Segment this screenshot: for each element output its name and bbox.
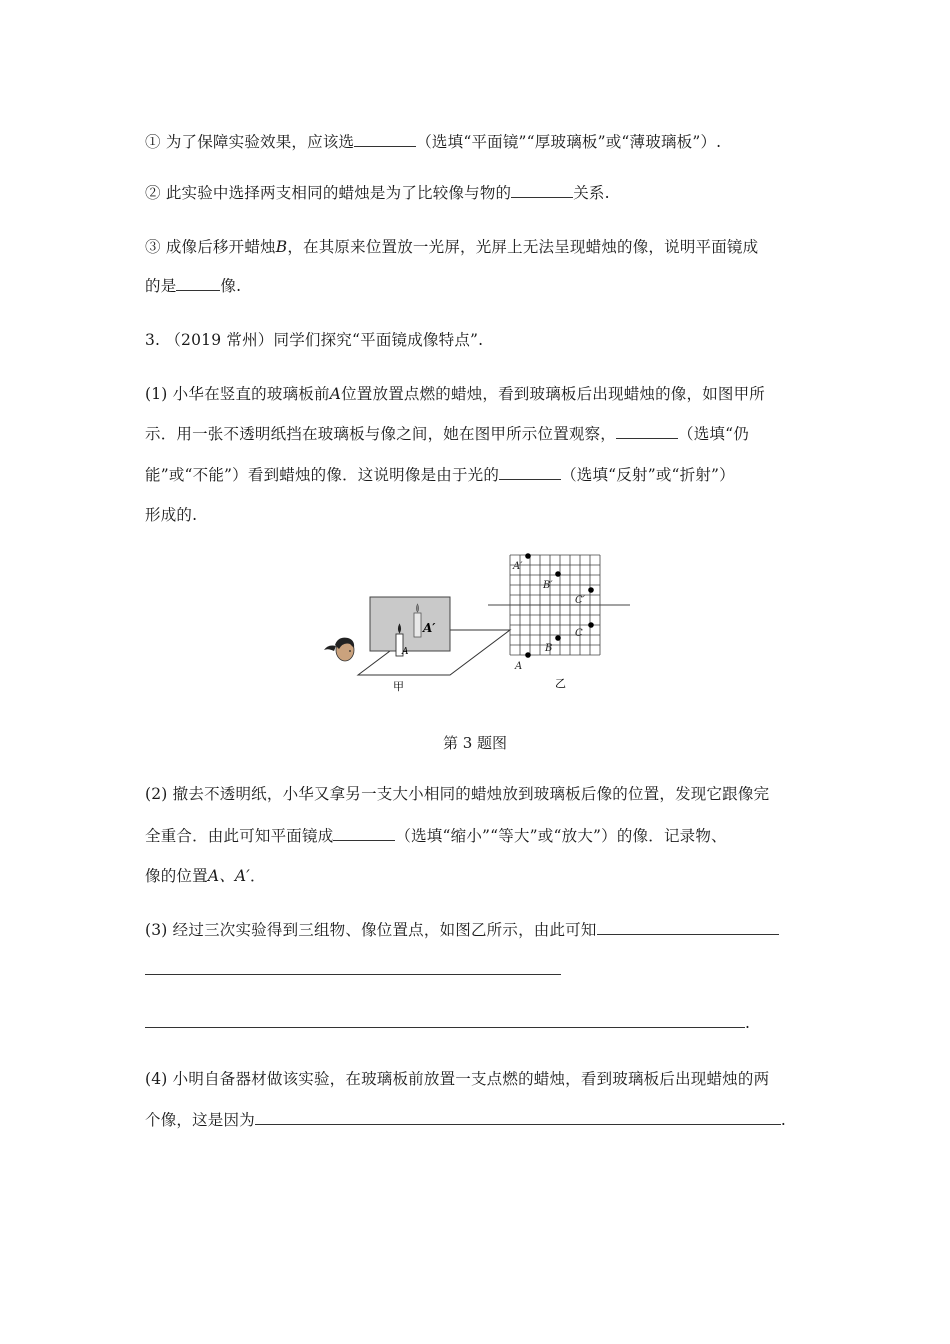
answer-blank[interactable] bbox=[597, 920, 779, 935]
point-c-prime bbox=[588, 587, 594, 593]
q3-part3-line2 bbox=[145, 960, 561, 980]
q3-part4-line2 bbox=[145, 1110, 786, 1130]
q3-part1-text-c: 位置放置点燃的蜡烛，看到玻璃板后出现蜡烛的像，如图甲所 bbox=[341, 385, 765, 403]
answer-blank[interactable] bbox=[145, 960, 561, 975]
q3-part4-line1: (4) 小明自备器材做该实验，在玻璃板前放置一支点燃的蜡烛，看到玻璃板后出现蜡烛的两 bbox=[145, 1070, 770, 1088]
q3-part1-text-b: （选填“反射”或“折射”） bbox=[561, 466, 735, 484]
positions-label: A、A′ bbox=[207, 867, 251, 885]
figure-jia bbox=[324, 597, 510, 693]
q2-item-3 bbox=[145, 237, 758, 257]
q2-item-3-text-e: 像. bbox=[220, 277, 242, 295]
q2-item-3-text-c: ，在其原来位置放一光屏，光屏上无法呈现蜡烛的像，说明平面镜成 bbox=[287, 238, 759, 256]
q2-item-3-text: ③ 成像后移开蜡烛 bbox=[145, 238, 276, 256]
q3-part1-text: 能”或“不能”）看到蜡烛的像．这说明像是由于光的 bbox=[145, 466, 500, 484]
q3-part2-line1: (2) 撤去不透明纸，小华又拿另一支大小相同的蜡烛放到玻璃板后像的位置，发现它跟像完 bbox=[145, 785, 770, 803]
q3-part2-text-b: （选填“缩小”“等大”或“放大”）的像．记录物、 bbox=[395, 827, 727, 845]
glass-plate bbox=[370, 597, 450, 651]
answer-blank[interactable] bbox=[354, 132, 416, 147]
q3-part1-line2 bbox=[145, 424, 749, 444]
q3-part2-line3 bbox=[145, 866, 266, 886]
q2-item-3-text-d: 的是 bbox=[145, 277, 177, 295]
figure-caption: 第 3 题图 bbox=[442, 734, 508, 752]
answer-blank[interactable] bbox=[333, 826, 395, 841]
candle-label: A bbox=[402, 647, 409, 657]
label-a-prime: A′ bbox=[513, 561, 523, 572]
q3-part3-line3 bbox=[145, 1013, 750, 1033]
q3-part1-text-b: （选填“仍 bbox=[678, 425, 749, 443]
figure-jia-caption: 甲 bbox=[393, 680, 404, 693]
figure-yi-caption: 乙 bbox=[555, 677, 566, 690]
q3-part4-text: 个像，这是因为 bbox=[145, 1111, 255, 1129]
answer-blank[interactable] bbox=[511, 183, 573, 198]
point-b-prime bbox=[555, 571, 561, 577]
period: . bbox=[745, 1014, 751, 1032]
answer-blank[interactable] bbox=[176, 276, 220, 291]
point-c bbox=[588, 622, 594, 628]
point-a-prime bbox=[525, 553, 531, 559]
observer-head-icon bbox=[324, 638, 354, 661]
q3-part2-line2 bbox=[145, 826, 727, 846]
q3-part1-line3 bbox=[145, 465, 735, 485]
answer-blank[interactable] bbox=[499, 465, 561, 480]
answer-blank[interactable] bbox=[255, 1110, 781, 1125]
q3-part3-text: (3) 经过三次实验得到三组物、像位置点，如图乙所示，由此可知 bbox=[145, 921, 597, 939]
label-b: B bbox=[545, 643, 553, 654]
q3-part2-text: 像的位置 bbox=[145, 867, 208, 885]
label-a: A bbox=[515, 661, 523, 672]
candle-b-label: B bbox=[275, 238, 288, 256]
q3-part2-text-c: ． bbox=[250, 867, 266, 885]
figure-3 bbox=[310, 550, 640, 700]
q2-item-1 bbox=[145, 132, 721, 152]
point-b bbox=[555, 635, 561, 641]
q2-item-2 bbox=[145, 183, 610, 203]
q3-part1-line4: 形成的. bbox=[145, 506, 198, 524]
q2-item-1-text-b: （选填“平面镜”“厚玻璃板”或“薄玻璃板”）. bbox=[416, 133, 722, 151]
q3-heading: 3. （2019 常州）同学们探究“平面镜成像特点”. bbox=[145, 331, 484, 349]
answer-blank[interactable] bbox=[616, 424, 678, 439]
q3-part1-text: (1) 小华在竖直的玻璃板前 bbox=[145, 385, 330, 403]
label-c-prime: C′ bbox=[575, 595, 585, 606]
q2-item-1-text: ① 为了保障实验效果，应该选 bbox=[145, 133, 355, 151]
q3-part2-text: 全重合．由此可知平面镜成 bbox=[145, 827, 334, 845]
point-a bbox=[525, 652, 531, 658]
q2-item-2-text: ② 此实验中选择两支相同的蜡烛是为了比较像与物的 bbox=[145, 184, 512, 202]
label-b-prime: B′ bbox=[543, 580, 553, 591]
q3-part1-line1 bbox=[145, 384, 765, 404]
q2-item-2-text-b: 关系. bbox=[573, 184, 610, 202]
q2-item-3-cont bbox=[145, 276, 241, 296]
position-a-label: A bbox=[329, 385, 342, 403]
q3-part1-text: 示．用一张不透明纸挡在玻璃板与像之间，她在图甲所示位置观察， bbox=[145, 425, 617, 443]
image-label: A′ bbox=[423, 621, 436, 635]
period: . bbox=[780, 1111, 787, 1129]
label-c: C bbox=[575, 628, 583, 639]
answer-blank[interactable] bbox=[145, 1013, 745, 1028]
q3-part3-line1 bbox=[145, 920, 779, 940]
